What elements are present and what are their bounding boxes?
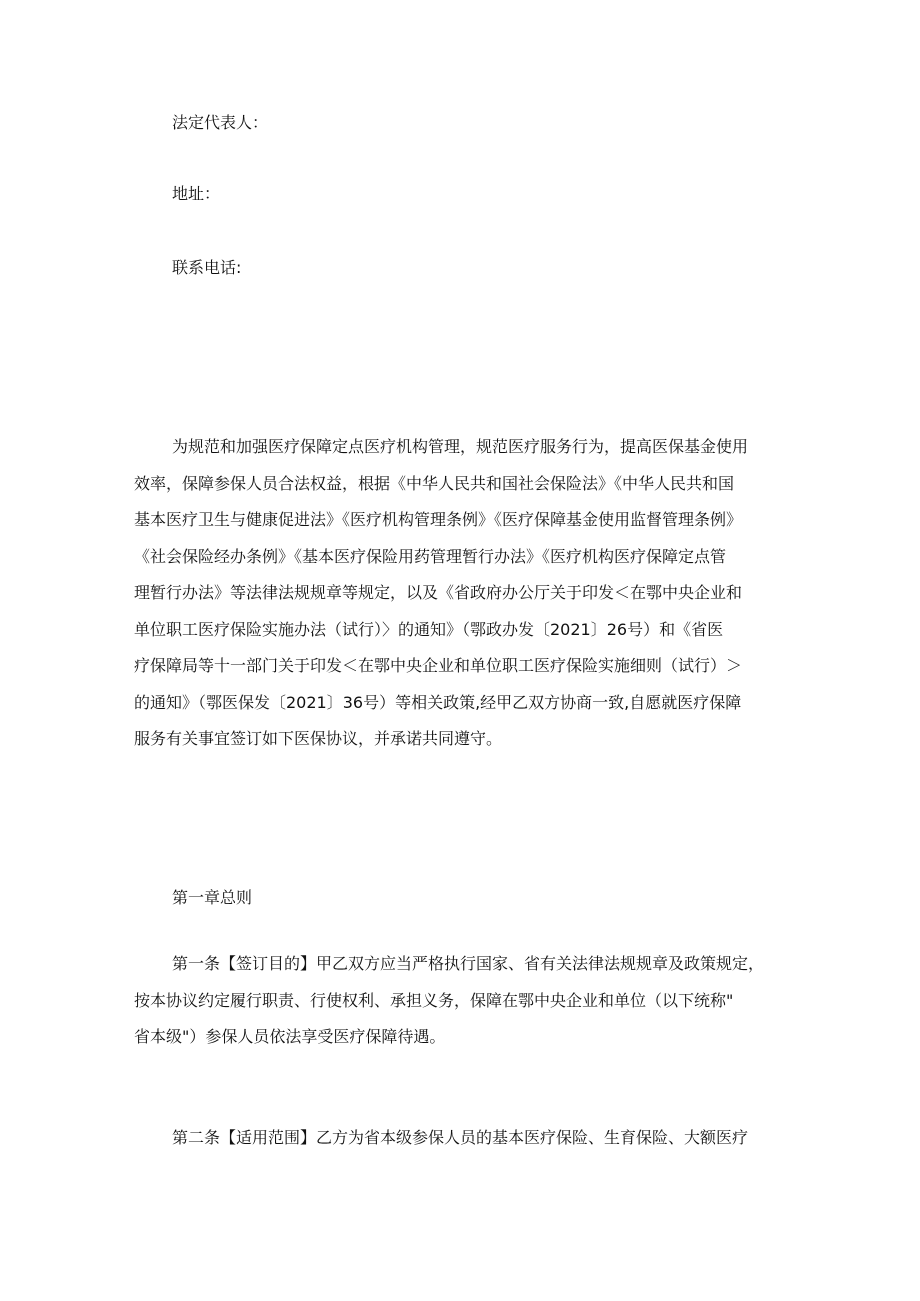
article-1-paragraph: 第一条【签订目的】甲乙双方应当严格执行国家、省有关法律法规规章及政策规定， 按本协议约定履行职责、行使权利、承担义务，保障在鄂中央企业和单位（以下统称" 省本级"）参保人员依法享受医疗保障待遇。 [134,954,765,1046]
phone-field: 联系电话: [172,258,242,277]
legal-representative-field: 法定代表人： [172,113,269,132]
chapter-title: 第一章总则 [172,888,253,907]
address-field: 地址： [172,184,221,203]
preamble-paragraph: 为规范和加强医疗保障定点医疗机构管理，规范医疗服务行为，提高医保基金使用 效率，保障参保人员合法权益，根据《中华人民共和国社会保险法》《中华人民共和国 基本医疗卫生与健康促进法》《医疗机构管理条例》《医疗保障基金使用监督管理条例》 《社会保险经办条例》《基本医疗保险用药管理暂行办法》《医疗机构医疗保障定点管 理暂行办法》等法律法规规章等规定，以及《省政府办公厅关于印发＜在鄂中央企业和 单位职工医疗保险实施办法（试行）〉的通知》（鄂政办发〔2021〕26号）和《省医 疗保障局等十一部门关于印发＜在鄂中央企业和单位职工医疗保险实施细则（试行）＞ 的通知》（鄂医保发〔2021〕36号）等相关政策,经甲乙双方协商一致,自愿就医疗保障 服务有关事宜签订如下医保协议，并承诺共同遵守。 [134,437,749,748]
article-2-paragraph: 第二条【适用范围】乙方为省本级参保人员的基本医疗保险、生育保险、大额医疗 [172,1128,749,1147]
